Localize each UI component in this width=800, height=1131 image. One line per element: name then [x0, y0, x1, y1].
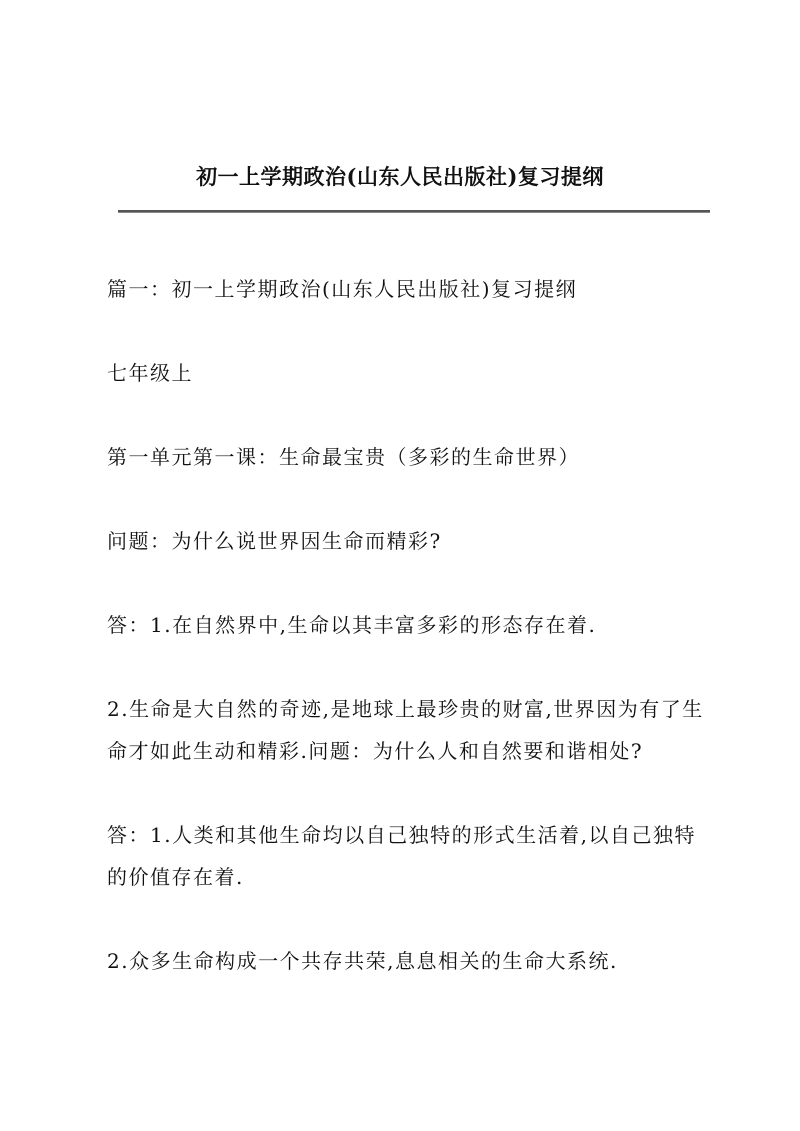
paragraph-answer-2-point-2: 2.众多生命构成一个共存共荣,息息相关的生命大系统.: [107, 949, 618, 973]
paragraph-question-1: 问题：为什么说世界因生命而精彩?: [107, 529, 442, 553]
document-title: 初一上学期政治(山东人民出版社)复习提纲: [196, 164, 604, 189]
paragraph-answer-2: 答：1.人类和其他生命均以自己独特的形式生活着,以自己独特的价值存在着.: [107, 823, 696, 889]
title-divider: [118, 210, 710, 213]
paragraph-answer-1: 答：1.在自然界中,生命以其丰富多彩的形态存在着.: [107, 613, 597, 637]
paragraph-unit-lesson: 第一单元第一课：生命最宝贵（多彩的生命世界）: [107, 445, 580, 469]
paragraph-heading: 篇一：初一上学期政治(山东人民出版社)复习提纲: [107, 277, 578, 301]
paragraph-answer-1-point-2: 2.生命是大自然的奇迹,是地球上最珍贵的财富,世界因为有了生命才如此生动和精彩.问题：为什么人和自然要和谐相处?: [107, 697, 704, 763]
paragraph-grade: 七年级上: [107, 361, 193, 385]
